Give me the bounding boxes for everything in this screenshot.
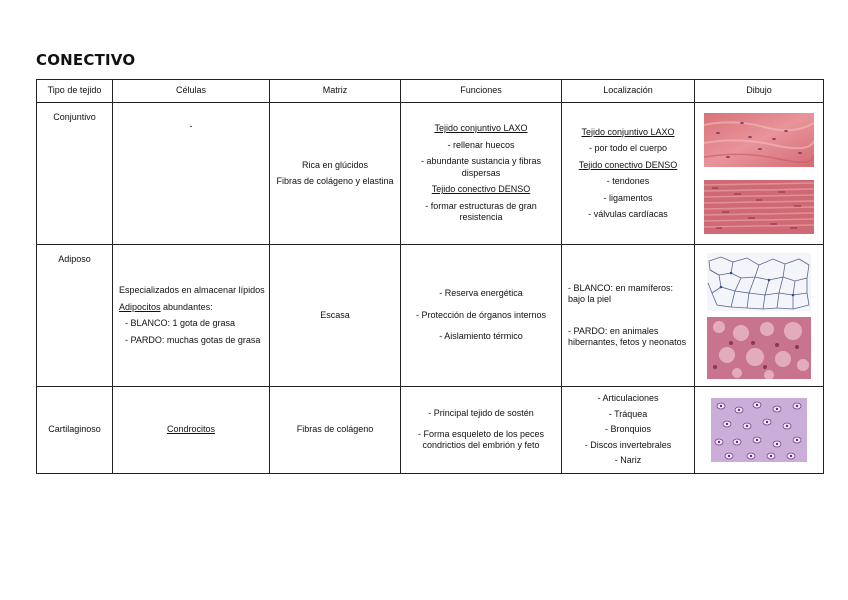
celulas-cell: [113, 387, 270, 474]
tipo-cell: [37, 245, 113, 387]
adipocitos-rest: abundantes:: [160, 301, 213, 312]
localizacion-item: - válvulas cardíacas: [588, 209, 668, 219]
histology-brown-adipose-image: [707, 317, 811, 379]
localizacion-item: - Tráquea: [608, 408, 648, 419]
localizacion-item: - BLANCO: en mamíferos: bajo la piel: [568, 282, 674, 304]
tipo-cell: [37, 387, 113, 474]
header-localizacion: Localización: [562, 80, 695, 103]
localizacion-heading: Tejido conectivo DENSO: [578, 159, 678, 170]
celulas-item: - PARDO: muchas gotas de grasa: [125, 334, 261, 345]
localizacion-cell: [562, 245, 695, 387]
matriz-cell: [270, 245, 401, 387]
table-row: [37, 103, 824, 245]
funciones-cell: [401, 245, 562, 387]
celulas-adipocitos-line: [119, 302, 265, 314]
funciones-item: - Reserva energética: [439, 288, 523, 299]
matriz-text: Fibras de colágeno: [296, 424, 374, 435]
dibujo-cell: [695, 387, 824, 474]
funciones-item: - rellenar huecos: [447, 139, 515, 150]
celulas-item: - BLANCO: 1 gota de grasa: [125, 318, 236, 328]
tipo-label: Conjuntivo: [53, 112, 96, 122]
adipocitos-term: Adipocitos: [119, 301, 161, 312]
localizacion-item: - Discos invertebrales: [584, 439, 672, 450]
header-dibujo: Dibujo: [695, 80, 824, 103]
histology-cartilage-image: [711, 398, 807, 462]
funciones-heading: Tejido conjuntivo LAXO: [434, 123, 528, 134]
header-matriz: Matriz: [270, 80, 401, 103]
tipo-label: Adiposo: [58, 254, 91, 264]
celulas-intro: Especializados en almacenar lípidos: [119, 285, 265, 295]
celulas-text: -: [189, 121, 193, 131]
table-row: [37, 387, 824, 474]
connective-tissue-table: [36, 79, 824, 474]
funciones-cell: [401, 387, 562, 474]
localizacion-item: - PARDO: en animales hibernantes, fetos y neonatos: [568, 325, 687, 347]
localizacion-cell: [562, 387, 695, 474]
funciones-item: - Aislamiento térmico: [439, 331, 523, 342]
funciones-item: - abundante sustancia y fibras dispersas: [420, 156, 542, 178]
localizacion-item: - ligamentos: [603, 192, 653, 203]
dibujo-cell: [695, 103, 824, 245]
localizacion-item: - Bronquios: [604, 424, 652, 435]
funciones-item: - Principal tejido de sostén: [428, 408, 534, 419]
funciones-item: - formar estructuras de gran resistencia: [425, 200, 537, 223]
header-funciones: Funciones: [401, 80, 562, 103]
localizacion-item: - Nariz: [614, 455, 642, 466]
matriz-cell: [270, 103, 401, 245]
funciones-item: - Forma esqueleto de los peces condrictios del embrión y feto: [417, 428, 545, 451]
histology-white-adipose-image: [707, 253, 811, 311]
condrocitos-term: Condrocitos: [166, 424, 216, 435]
celulas-cell: [113, 103, 270, 245]
page-title: CONECTIVO: [36, 51, 136, 69]
dibujo-cell: [695, 245, 824, 387]
table-header-row: [37, 80, 824, 103]
funciones-heading: Tejido conectivo DENSO: [431, 184, 531, 195]
histology-loose-connective-image: [704, 113, 814, 167]
matriz-line: Fibras de colágeno y elastina: [276, 176, 394, 186]
localizacion-cell: [562, 103, 695, 245]
localizacion-item: - Articulaciones: [597, 393, 659, 404]
header-celulas: Células: [113, 80, 270, 103]
localizacion-item: - tendones: [606, 176, 650, 186]
localizacion-heading: Tejido conjuntivo LAXO: [581, 126, 675, 137]
localizacion-item: - por todo el cuerpo: [588, 143, 668, 153]
matriz-text: Escasa: [320, 309, 350, 320]
tipo-cell: [37, 103, 113, 245]
tipo-label: Cartilaginoso: [48, 424, 101, 435]
celulas-cell: [113, 245, 270, 387]
histology-dense-connective-image: [704, 180, 814, 234]
funciones-item: - Protección de órganos internos: [415, 309, 547, 320]
table-row: [37, 245, 824, 387]
matriz-line: Rica en glúcidos: [301, 159, 369, 170]
matriz-cell: [270, 387, 401, 474]
header-tipo: Tipo de tejido: [37, 80, 113, 103]
funciones-cell: [401, 103, 562, 245]
